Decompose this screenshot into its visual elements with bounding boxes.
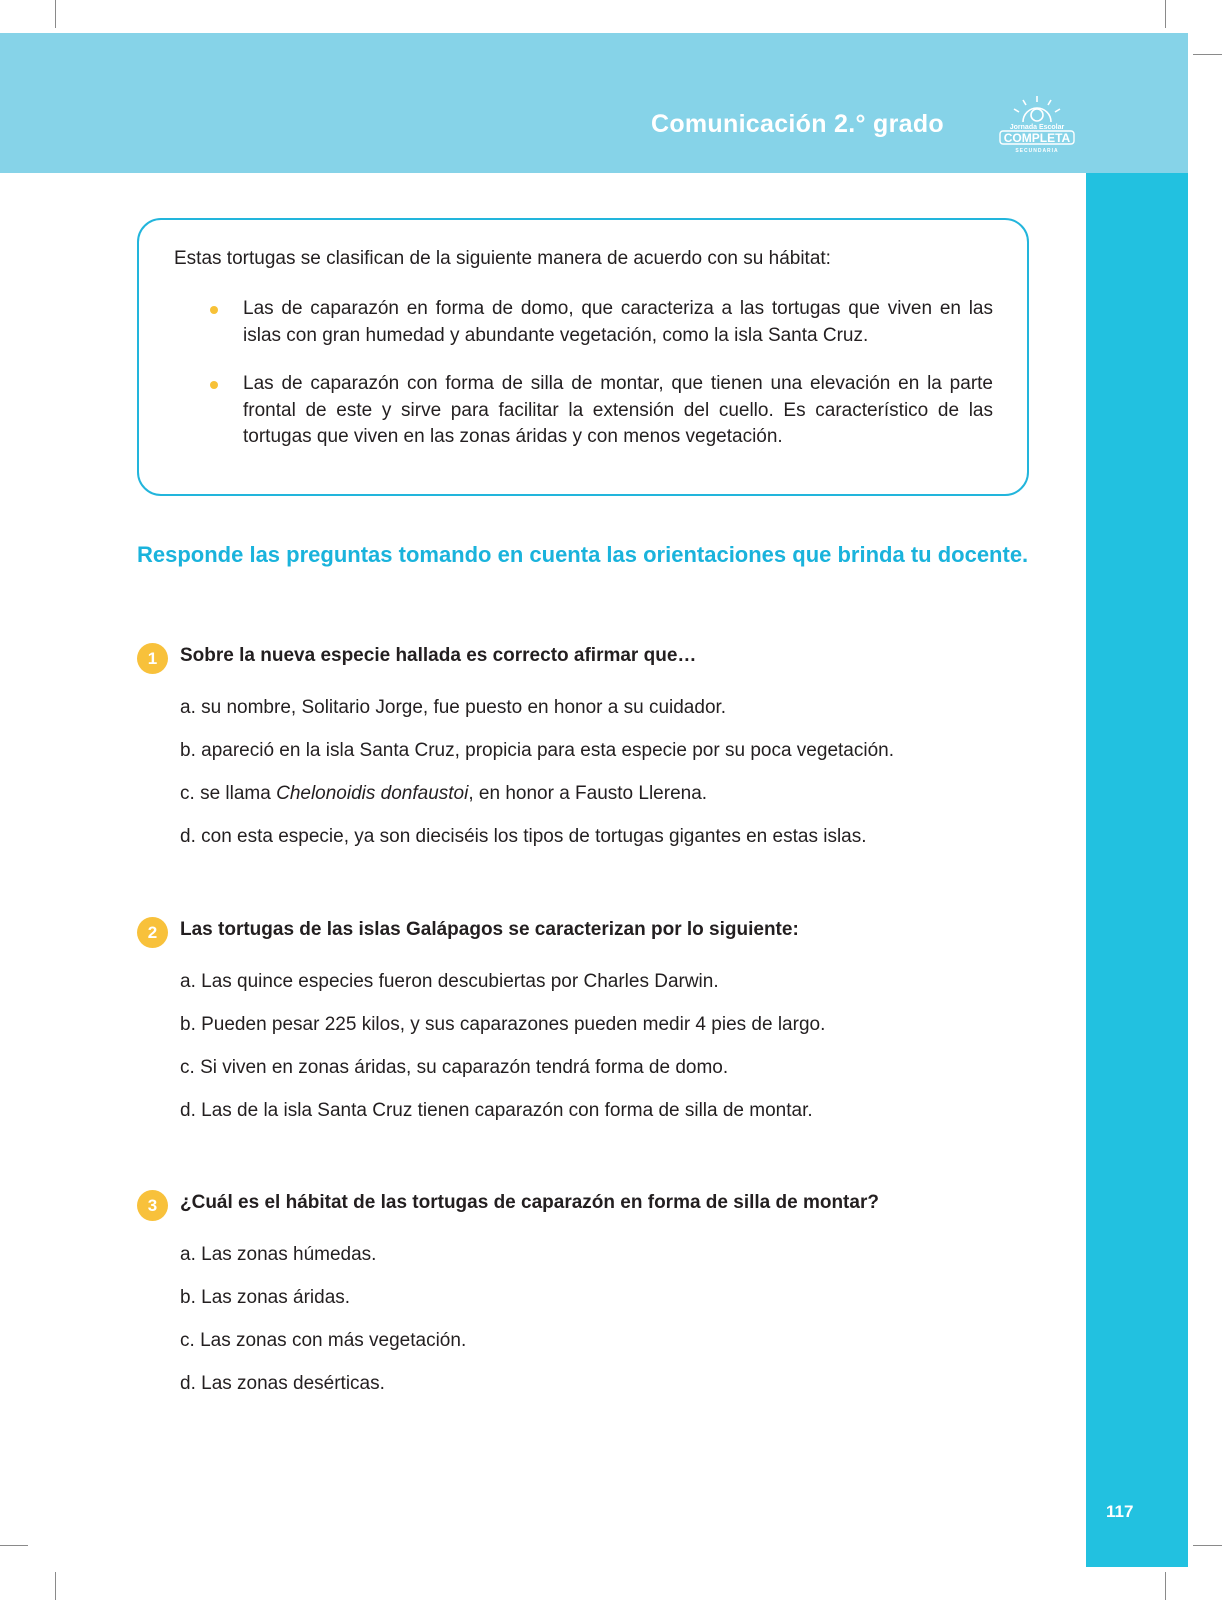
option-text: se llama (200, 783, 277, 804)
option-letter: d. (180, 1373, 202, 1394)
logo-line-3: SECUNDARIA (1015, 148, 1059, 154)
option-item (180, 1244, 466, 1287)
option-letter: d. (180, 1100, 202, 1121)
question-number-badge: 3 (137, 1190, 168, 1221)
logo-line-1: Jornada Escolar (1009, 124, 1065, 131)
option-item (180, 1014, 825, 1057)
question-stem: Las tortugas de las islas Galápagos se caracterizan por lo siguiente: (180, 919, 799, 940)
crop-mark (1193, 1545, 1222, 1546)
option-text: Si viven en zonas áridas, su caparazón tendrá forma de domo. (200, 1057, 729, 1078)
option-item (180, 783, 894, 826)
option-item (180, 740, 894, 783)
question-stem: Sobre la nueva especie hallada es correcto afirmar que… (180, 645, 697, 666)
crop-mark (1165, 1572, 1166, 1600)
info-box (137, 218, 1029, 496)
option-text: Las quince especies fueron descubiertas por Charles Darwin. (201, 971, 719, 992)
crop-mark (1165, 0, 1166, 28)
sun-logo-icon (996, 94, 1078, 156)
instruction-heading: Responde las preguntas tomando en cuenta las orientaciones que brinda tu docente. (137, 542, 1029, 567)
logo-line-2: COMPLETA (1003, 131, 1071, 145)
option-text-suffix: , en honor a Fausto Llerena. (468, 783, 708, 804)
crop-mark (0, 1545, 28, 1546)
question-number-badge: 1 (137, 643, 168, 674)
option-text: con esta especie, ya son dieciséis los tipos de tortugas gigantes en estas islas. (201, 826, 867, 847)
option-letter: d. (180, 826, 202, 847)
side-band (1086, 173, 1188, 1567)
bullet-text: Las de caparazón con forma de silla de montar, que tienen una elevación en la parte frontal de este y sirve para facilitar la extensión del cuello. Es característico de las tortugas que viven en las zonas áridas y con menos vegetación. (243, 373, 993, 447)
option-item (180, 1287, 466, 1330)
option-text: Las de la isla Santa Cruz tienen caparazón con forma de silla de montar. (201, 1100, 813, 1121)
option-text: Las zonas con más vegetación. (200, 1330, 467, 1351)
option-item (180, 826, 894, 869)
option-text: su nombre, Solitario Jorge, fue puesto en honor a su cuidador. (201, 697, 727, 718)
info-intro: Estas tortugas se clasifican de la siguiente manera de acuerdo con su hábitat: (174, 248, 831, 269)
habitat-bullet-list (243, 296, 993, 473)
option-letter: a. (180, 697, 202, 718)
option-list (180, 697, 894, 869)
question-stem: ¿Cuál es el hábitat de las tortugas de caparazón en forma de silla de montar? (180, 1192, 879, 1213)
option-text: Las zonas húmedas. (201, 1244, 377, 1265)
option-item (180, 971, 825, 1014)
page-number: 117 (1106, 1502, 1134, 1521)
question-number-badge: 2 (137, 917, 168, 948)
species-name: Chelonoidis donfaustoi (276, 783, 469, 804)
option-item (180, 1373, 466, 1416)
option-text: Las zonas áridas. (201, 1287, 351, 1308)
option-list (180, 971, 825, 1143)
option-text: Las zonas desérticas. (201, 1373, 385, 1394)
option-letter: b. (180, 1014, 202, 1035)
option-letter: c. (180, 1330, 201, 1351)
bullet-text: Las de caparazón en forma de domo, que caracteriza a las tortugas que viven en las islas con gran humedad y abundante vegetación, como la isla Santa Cruz. (243, 298, 993, 346)
option-list (180, 1244, 466, 1416)
option-item (180, 1100, 825, 1143)
crop-mark (55, 1572, 56, 1600)
crop-mark (1193, 54, 1222, 55)
option-letter: c. (180, 1057, 201, 1078)
bullet-item (243, 296, 993, 349)
option-letter: a. (180, 971, 202, 992)
option-letter: b. (180, 1287, 202, 1308)
option-letter: c. (180, 783, 201, 804)
option-letter: b. (180, 740, 202, 761)
page-header-title: Comunicación 2.° grado (650, 110, 944, 138)
bullet-item (243, 371, 993, 451)
jornada-escolar-logo (996, 94, 1078, 156)
option-letter: a. (180, 1244, 202, 1265)
option-item (180, 1057, 825, 1100)
crop-mark (55, 0, 56, 28)
bullet-dot-icon (210, 306, 218, 314)
option-text: Pueden pesar 225 kilos, y sus caparazones pueden medir 4 pies de largo. (201, 1014, 826, 1035)
option-item (180, 1330, 466, 1373)
bullet-dot-icon (210, 381, 218, 389)
option-item (180, 697, 894, 740)
option-text: apareció en la isla Santa Cruz, propicia para esta especie por su poca vegetación. (201, 740, 894, 761)
